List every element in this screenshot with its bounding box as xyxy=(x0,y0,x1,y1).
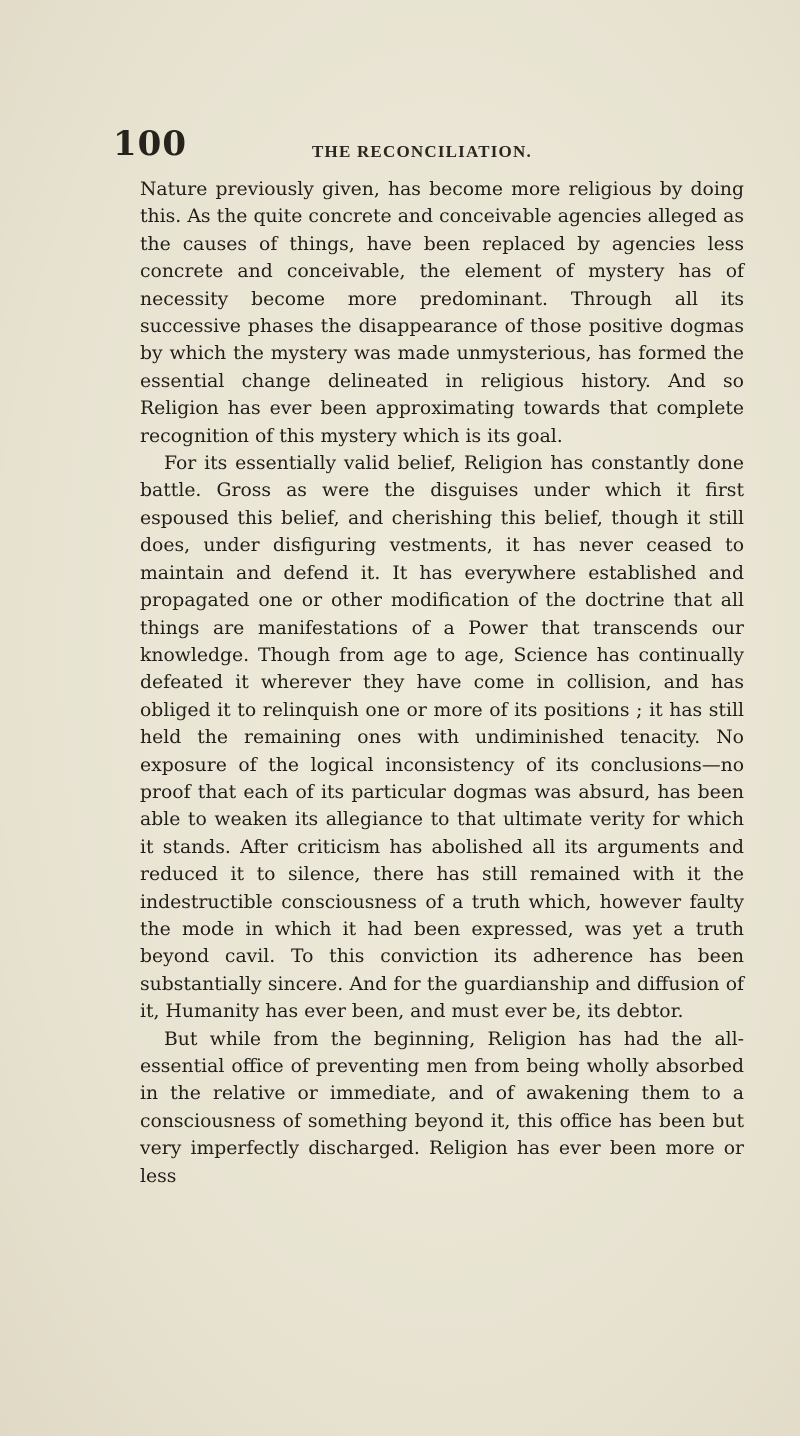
running-head: THE RECONCILIATION. xyxy=(312,142,532,161)
paragraph-1: Nature previously given, has become more religious by doing this. As the quite concrete and conceivable agencies alleged as the causes of things, have been replaced by agencies less concrete and conceivable, the element of mystery has of necessity become more predominant. Through all its successive phases the disappearance of those positive dogmas by which the mystery was made unmysterious, has formed the essential change delineated in religious history. And so Religion has ever been approximating towards that complete recognition of this mystery which is its goal. xyxy=(140,179,744,447)
page-header xyxy=(0,0,800,170)
body-text xyxy=(140,176,744,1190)
paragraph-3: But while from the beginning, Religion has had the all-essential office of preventing men from being wholly absorbed in the relative or immediate, and of awakening them to a consciousness of something beyond it, this office has been but very imperfectly discharged. Religion has ever been more or less xyxy=(140,1028,744,1187)
page-number: 100 xyxy=(113,124,187,164)
paragraph-2: For its essentially valid belief, Religion has constantly done battle. Gross as were the disguises under which it first espoused this belief, and cherishing this belief, though it still does, under disfiguring vestments, it has never ceased to maintain and defend it. It has everywhere established and propagated one or other modification of the doctrine that all things are manifestations of a Power that transcends our knowledge. Though from age to age, Science has continually defeated it wherever they have come in collision, and has obliged it to relinquish one or more of its positions ; it has still held the remaining ones with undiminished tenacity. No exposure of the logical inconsistency of its conclusions—no proof that each of its particular dogmas was absurd, has been able to weaken its allegiance to that ultimate verity for which it stands. After criticism has abolished all its arguments and reduced it to silence, there has still remained with it the indestructible consciousness of a truth which, however faulty the mode in which it had been expressed, was yet a truth beyond cavil. To this conviction its adherence has been substantially sincere. And for the guardianship and diffusion of it, Humanity has ever been, and must ever be, its debtor. xyxy=(140,453,744,1023)
